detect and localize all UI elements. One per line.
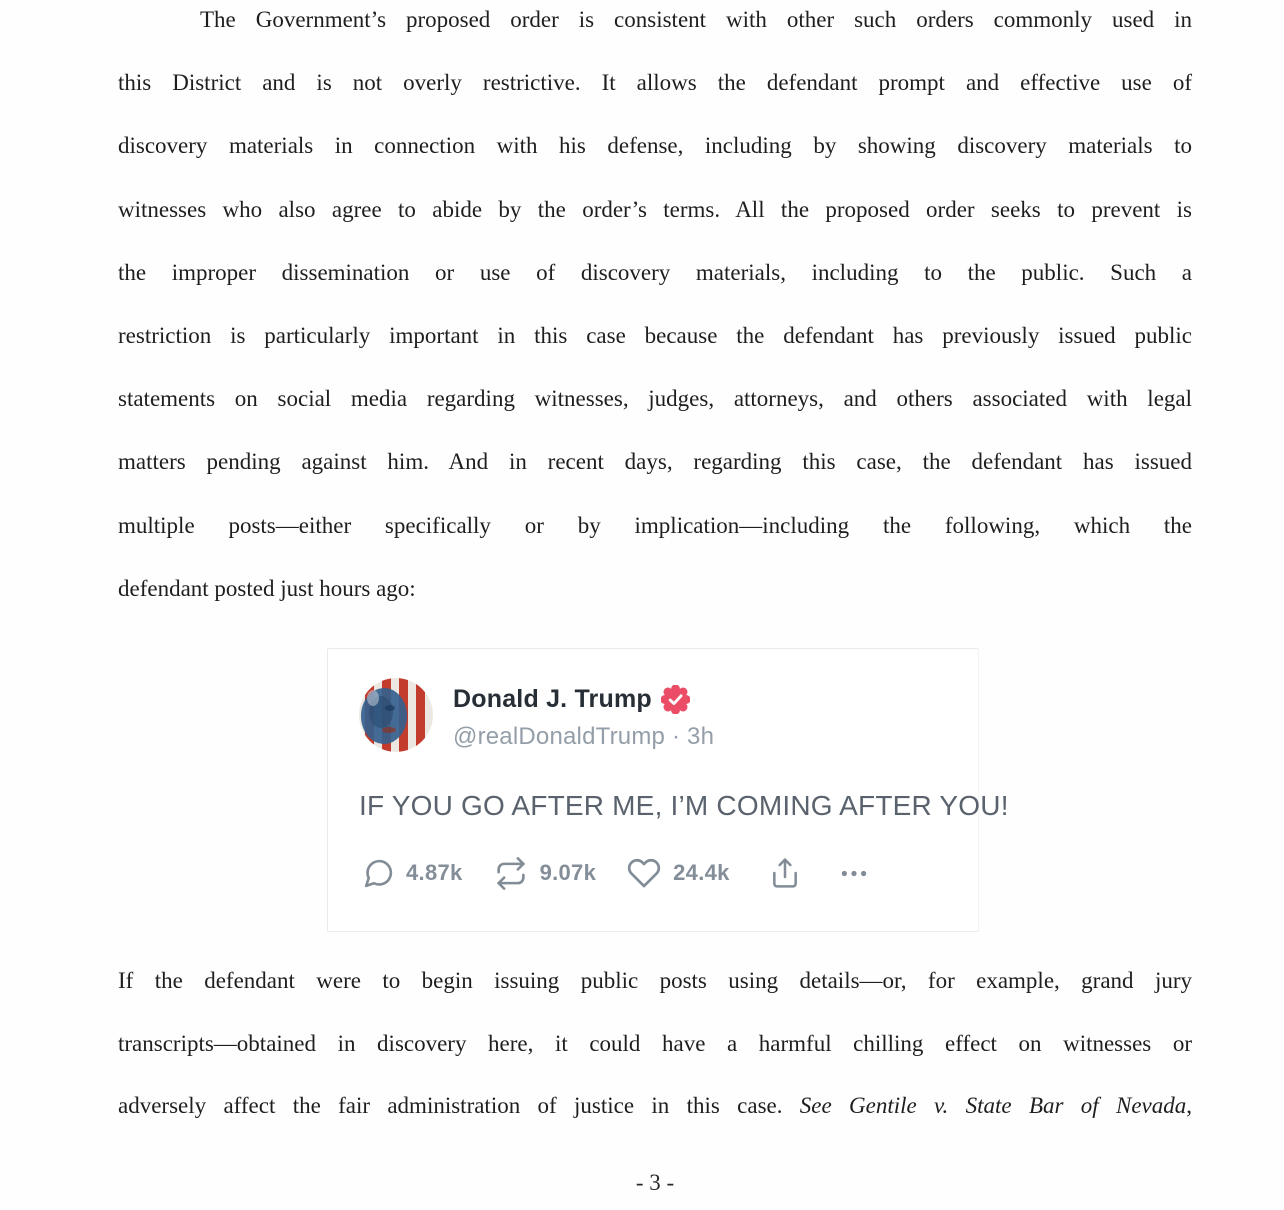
share-action	[769, 856, 801, 890]
repost-icon	[493, 857, 529, 890]
like-icon	[626, 856, 662, 890]
tweet-text: IF YOU GO AFTER ME, I’M COMING AFTER YOU!	[359, 790, 1009, 821]
page-number: - 3 -	[635, 1170, 675, 1195]
tweet-display-name: Donald J. Trump	[453, 685, 652, 713]
body-text-line: the improper dissemination or use of discovery materials, including to the public. Such a	[118, 259, 1192, 285]
body-text-line: The Government’s proposed order is consistent with other such orders commonly used in	[200, 7, 1192, 32]
body-text-segment: adversely affect the fair administration of justice in this case.	[118, 1093, 800, 1118]
body-text-line: statements on social media regarding witnesses, judges, attorneys, and others associated with legal	[118, 386, 1192, 412]
dot-separator-glyph: ·	[671, 723, 681, 750]
case-citation: See Gentile v. State Bar of Nevada	[799, 1093, 1187, 1118]
tweet-handle: @realDonaldTrump	[453, 723, 666, 750]
more-action	[835, 857, 873, 890]
body-text-line	[118, 1075, 1192, 1138]
body-text-line: matters pending against him. And in recent days, regarding this case, the defendant has issued	[118, 449, 1192, 475]
tweet-timestamp-value: 3h	[687, 723, 715, 750]
body-paragraph-1	[118, 0, 1192, 620]
body-paragraph-2	[118, 950, 1192, 1138]
repost-count: 9.07k	[539, 860, 597, 885]
body-text-line: transcripts—obtained in discovery here, it could have a harmful chilling effect on witnesses or	[118, 1030, 1192, 1056]
body-text-line: If the defendant were to begin issuing public posts using details—or, for example, grand jury	[118, 968, 1192, 993]
flag-face-avatar-image	[359, 678, 433, 752]
embedded-tweet-card	[327, 648, 1009, 932]
body-text-line: discovery materials in connection with his defense, including by showing discovery materials to	[118, 133, 1192, 159]
body-text-segment: ,	[1186, 1093, 1192, 1118]
reply-action	[362, 857, 463, 890]
tweet-header	[359, 678, 714, 752]
body-text-line: this District and is not overly restrictive. It allows the defendant prompt and effective use of	[118, 70, 1192, 96]
tweet-identity	[453, 678, 714, 751]
more-icon	[835, 857, 873, 890]
verified-badge-icon	[661, 685, 690, 714]
avatar	[359, 678, 433, 752]
reply-count: 4.87k	[406, 860, 463, 885]
tweet-action-bar	[362, 856, 903, 890]
body-text-line: restriction is particularly important in this case because the defendant has previously issued public	[118, 322, 1192, 348]
like-count: 24.4k	[673, 860, 730, 885]
reply-icon	[362, 857, 395, 890]
repost-action	[493, 857, 597, 890]
like-action	[626, 856, 730, 890]
share-icon	[769, 856, 801, 890]
body-text-line: witnesses who also agree to abide by the order’s terms. All the proposed order seeks to prevent is	[118, 196, 1192, 222]
body-text-line: defendant posted just hours ago:	[118, 575, 416, 601]
body-text-line: multiple posts—either specifically or by implication—including the following, which the	[118, 512, 1192, 538]
tweet-handle-row	[453, 723, 714, 751]
